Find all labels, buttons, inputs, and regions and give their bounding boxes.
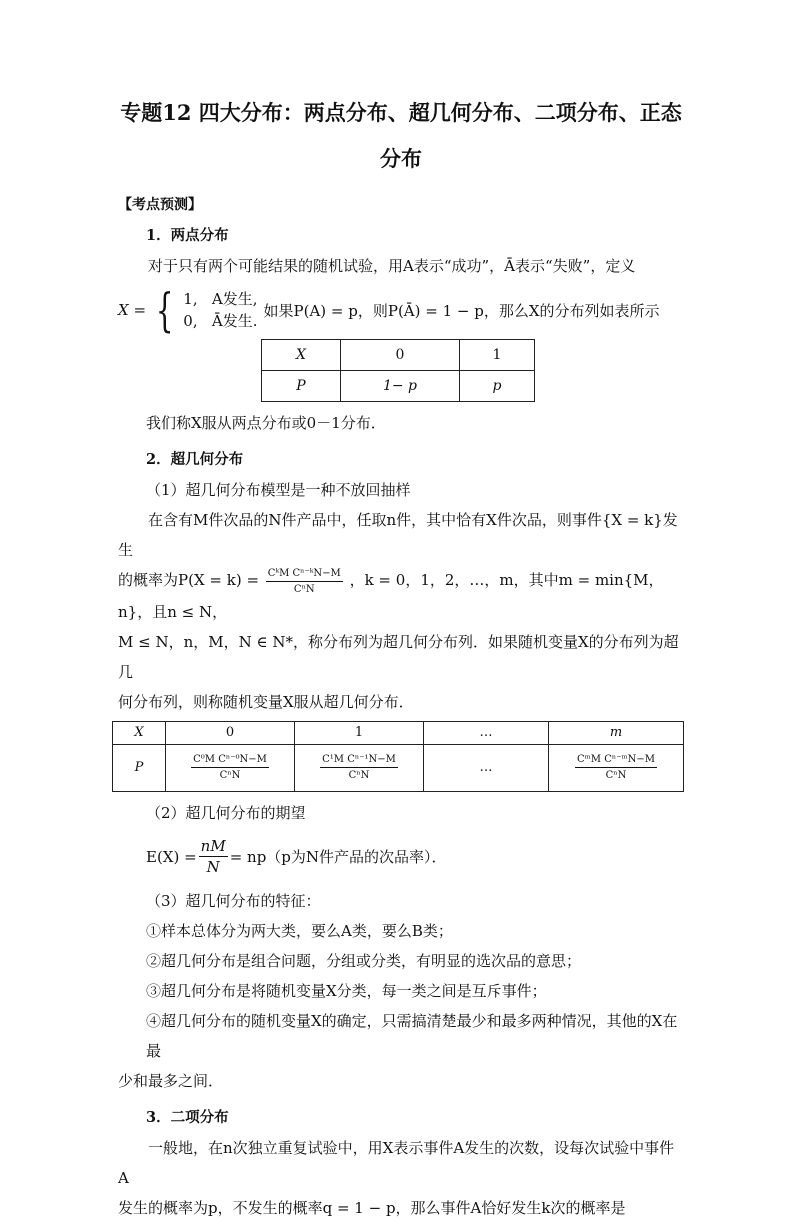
table-cell: 1− p [341,371,460,402]
table-row [262,340,535,371]
table-row [113,721,684,744]
table-cell: P [262,371,341,402]
left-brace: { [155,283,174,337]
table-cell: p [460,371,535,402]
table-cell: X [262,340,341,371]
two-point-table [261,339,535,402]
piecewise-definition [118,283,684,337]
two-point-condition: 如果P(A) = p，则P(Ā) = 1 − p，那么X的分布列如表所示 [263,301,660,320]
x-equals: X = [118,301,147,319]
hypergeometric-table [112,721,684,792]
table-cell: 1 [295,721,424,744]
table-cell [549,744,684,791]
table-cell: … [424,744,549,791]
title-line-1: 专题12 四大分布：两点分布、超几何分布、二项分布、正态 [120,100,682,125]
table-cell: m [549,721,684,744]
cell-fraction: $\frac{\text{CᵐM Cⁿ⁻ᵐN−M}}{\text{CⁿN}}$ [577,754,655,781]
table-cell [166,744,295,791]
title-line-2: 分布 [380,146,422,171]
cell-fraction: $\frac{\text{C¹M Cⁿ⁻¹N−M}}{\text{CⁿN}}$ [322,754,396,781]
table-cell [295,744,424,791]
expectation-fraction: $\frac{nM}{N}$ [200,837,226,876]
hyper-para-3: M ≤ N，n，M，N ∈ N*，称分布列为超几何分布列．如果随机变量X的分布列为超几 [118,632,679,681]
table-row [262,371,535,402]
feature-4: ④超几何分布的随机变量X的确定，只需搞清楚最少和最多两种情况，其他的X在最 [146,1011,678,1060]
table-row [113,744,684,791]
table-cell: … [424,721,549,744]
heading-two-point: 1．两点分布 [146,227,229,244]
probability-fraction: $\frac{\text{CᵏM Cⁿ⁻ᵏN−M}}{\text{CⁿN}}$ [267,567,341,595]
document-title [118,90,684,182]
hyper-sub-2: （2）超几何分布的期望 [146,803,306,822]
two-point-intro: 对于只有两个可能结果的随机试验，用A表示“成功”，Ā表示“失败”，定义 [148,257,636,275]
hyper-sub-1: （1）超几何分布模型是一种不放回抽样 [146,481,411,499]
case-2: 0, Ā发生. [183,312,258,330]
heading-binomial: 3．二项分布 [146,1108,229,1126]
feature-4-cont: 少和最多之间． [118,1071,224,1090]
hyper-sub-3: （3）超几何分布的特征： [146,891,321,910]
two-point-conclusion: 我们称X服从两点分布或0－1分布． [146,414,386,432]
table-cell: X [113,721,166,744]
binomial-para-2: 发生的概率为p，不发生的概率q = 1 − p，那么事件A恰好发生k次的概率是 [118,1198,626,1217]
table-cell: 0 [166,721,295,744]
table-cell: 0 [341,340,460,371]
case-1: 1, A发生, [183,290,258,308]
binomial-para-1: 一般地，在n次独立重复试验中，用X表示事件A发生的次数，设每次试验中事件A [118,1138,675,1187]
hyper-para-2: 的概率为P(X = k) = $\frac{\text{CᵏM Cⁿ⁻ᵏN−M}}{\text{CⁿN}}$ ，k = 0，1，2，…，m，其中m = min{M，n}，且n ≤ N， [118,567,664,621]
feature-2: ②超几何分布是组合问题，分组或分类，有明显的选次品的意思； [146,951,582,970]
feature-3: ③超几何分布是将随机变量X分类，每一类之间是互斥事件； [146,981,547,1000]
feature-1: ①样本总体分为两大类，要么A类，要么B类； [146,921,453,940]
hyper-para-1: 在含有M件次品的N件产品中，任取n件，其中恰有X件次品，则事件{X = k}发生 [118,511,678,559]
cell-fraction: $\frac{\text{C⁰M Cⁿ⁻⁰N−M}}{\text{CⁿN}}$ [193,754,267,781]
table-cell: P [113,744,166,791]
section-heading: 【考点预测】 [118,197,202,213]
table-cell: 1 [460,340,535,371]
hyper-para-4: 何分布列，则称随机变量X服从超几何分布． [118,692,414,711]
heading-hypergeometric: 2．超几何分布 [146,451,244,468]
cases [183,288,257,332]
expectation-formula: E(X) = $\frac{nM}{N}$ = np（p为N件产品的次品率）． [146,837,447,876]
